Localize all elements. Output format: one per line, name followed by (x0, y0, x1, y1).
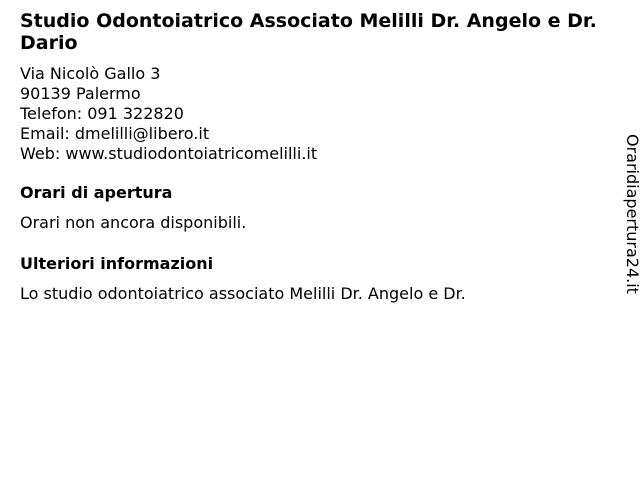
further-info-text: Lo studio odontoiatrico associato Melilli Dr. Angelo e Dr. (20, 284, 466, 303)
business-card (20, 10, 610, 304)
contact-block (20, 64, 610, 164)
phone-number: Telefon: 091 322820 (20, 104, 184, 123)
address-city: 90139 Palermo (20, 84, 141, 103)
site-watermark: Oraridiapertura24.it (623, 134, 642, 294)
further-info-heading: Ulteriori informazioni (20, 254, 214, 273)
email-address: Email: dmelilli@libero.it (20, 124, 210, 143)
opening-hours-text: Orari non ancora disponibili. (20, 213, 247, 232)
website-address: Web: www.studiodontoiatricomelilli.it (20, 144, 318, 163)
business-name: Studio Odontoiatrico Associato Melilli Dr. Angelo e Dr. Dario (20, 10, 597, 54)
address-street: Via Nicolò Gallo 3 (20, 64, 161, 83)
opening-hours-heading: Orari di apertura (20, 183, 173, 202)
